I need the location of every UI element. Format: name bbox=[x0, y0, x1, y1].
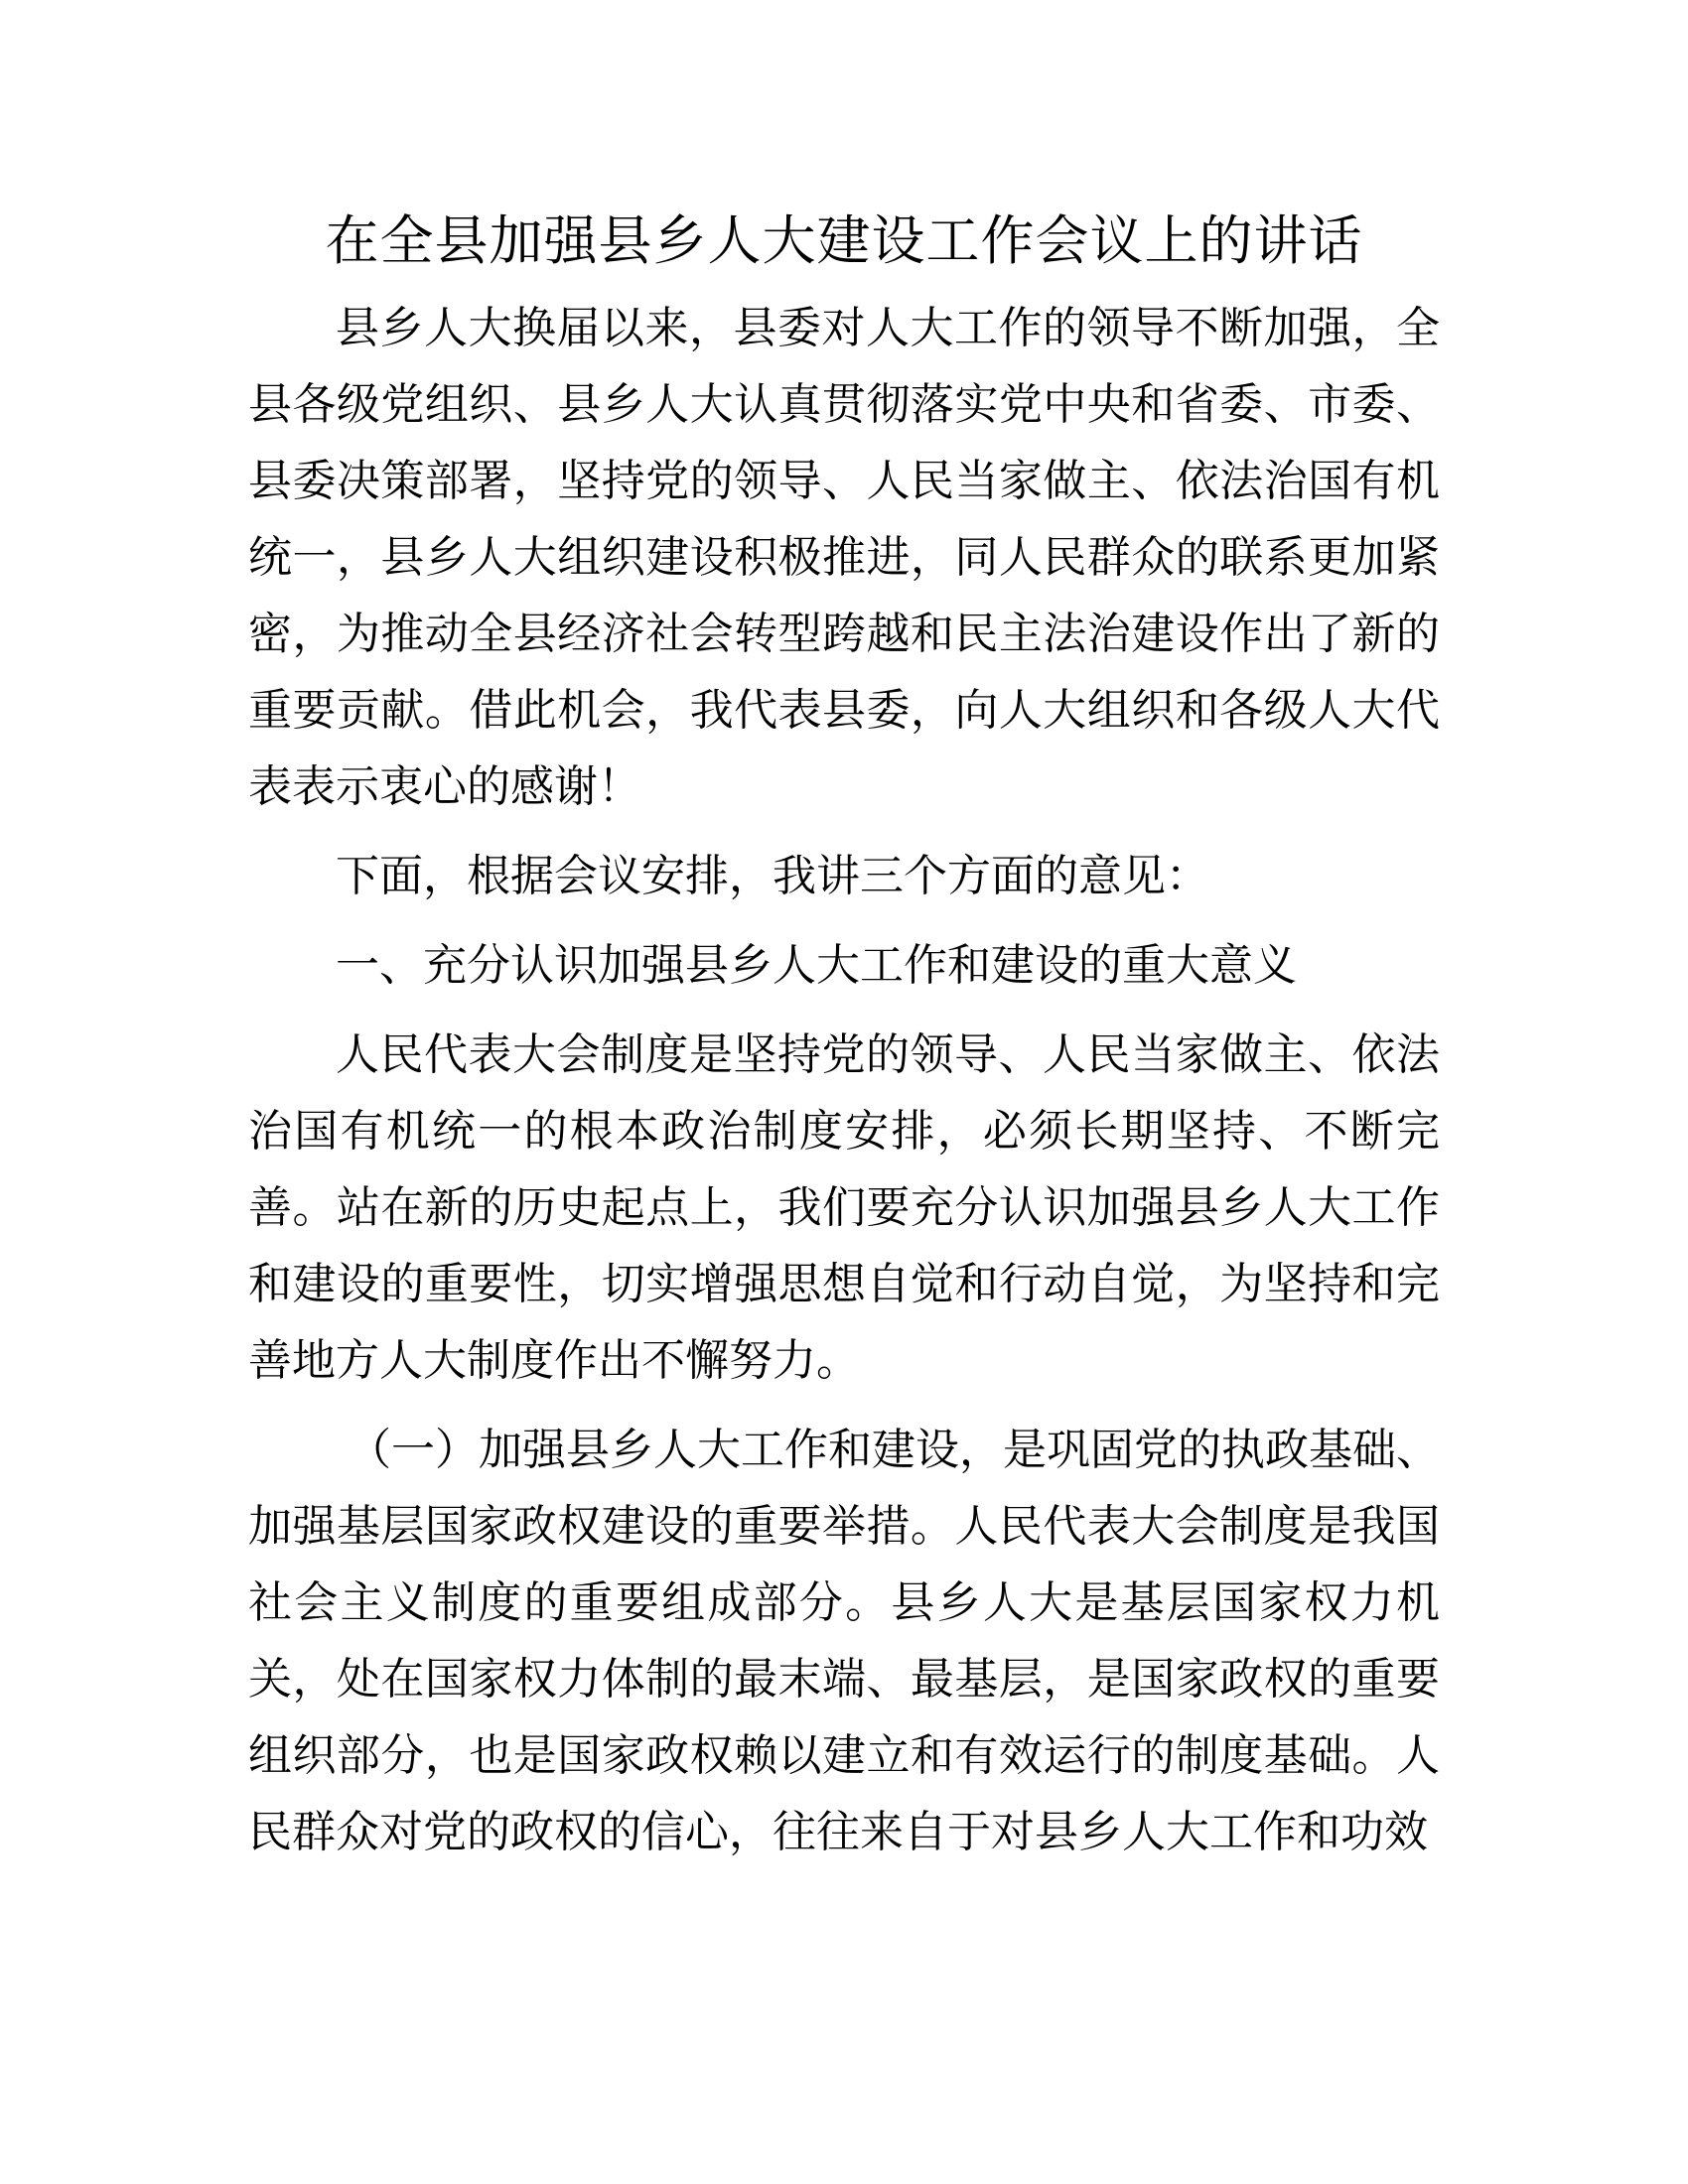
section-heading-1: 一、充分认识加强县乡人大工作和建设的重大意义 bbox=[336, 940, 1297, 991]
document-title: 在全县加强县乡人大建设工作会议上的讲话 bbox=[325, 209, 1363, 272]
document-body bbox=[248, 290, 1440, 1883]
outline-paragraph: 下面，根据会议安排，我讲三个方面的意见： bbox=[336, 851, 1209, 901]
section-1-paragraph: 人民代表大会制度是坚持党的领导、人民当家做主、依法治国有机统一的根本政治制度安排，必须长期坚持、不断完善。站在新的历史起点上，我们要充分认识加强县乡人大工作和建设的重要性，切实增强思想自觉和行动自觉，为坚持和完善地方人大制度作出不懈努力。 bbox=[248, 1029, 1440, 1386]
subsection-1-paragraph: （一）加强县乡人大工作和建设，是巩固党的执政基础、加强基层国家政权建设的重要举措。人民代表大会制度是我国社会主义制度的重要组成部分。县乡人大是基层国家权力机关，处在国家权力体制的最末端、最基层，是国家政权的重要组织部分，也是国家政权赖以建立和有效运行的制度基础。人民群众对党的政权的信心，往往来自于对县乡人大工作和功效 bbox=[248, 1425, 1440, 1857]
intro-paragraph: 县乡人大换届以来，县委对人大工作的领导不断加强，全县各级党组织、县乡人大认真贯彻落实党中央和省委、市委、县委决策部署，坚持党的领导、人民当家做主、依法治国有机统一，县乡人大组织建设积极推进，同人民群众的联系更加紧密，为推动全县经济社会转型跨越和民主法治建设作出了新的重要贡献。借此机会，我代表县委，向人大组织和各级人大代表表示衷心的感谢！ bbox=[248, 303, 1440, 812]
